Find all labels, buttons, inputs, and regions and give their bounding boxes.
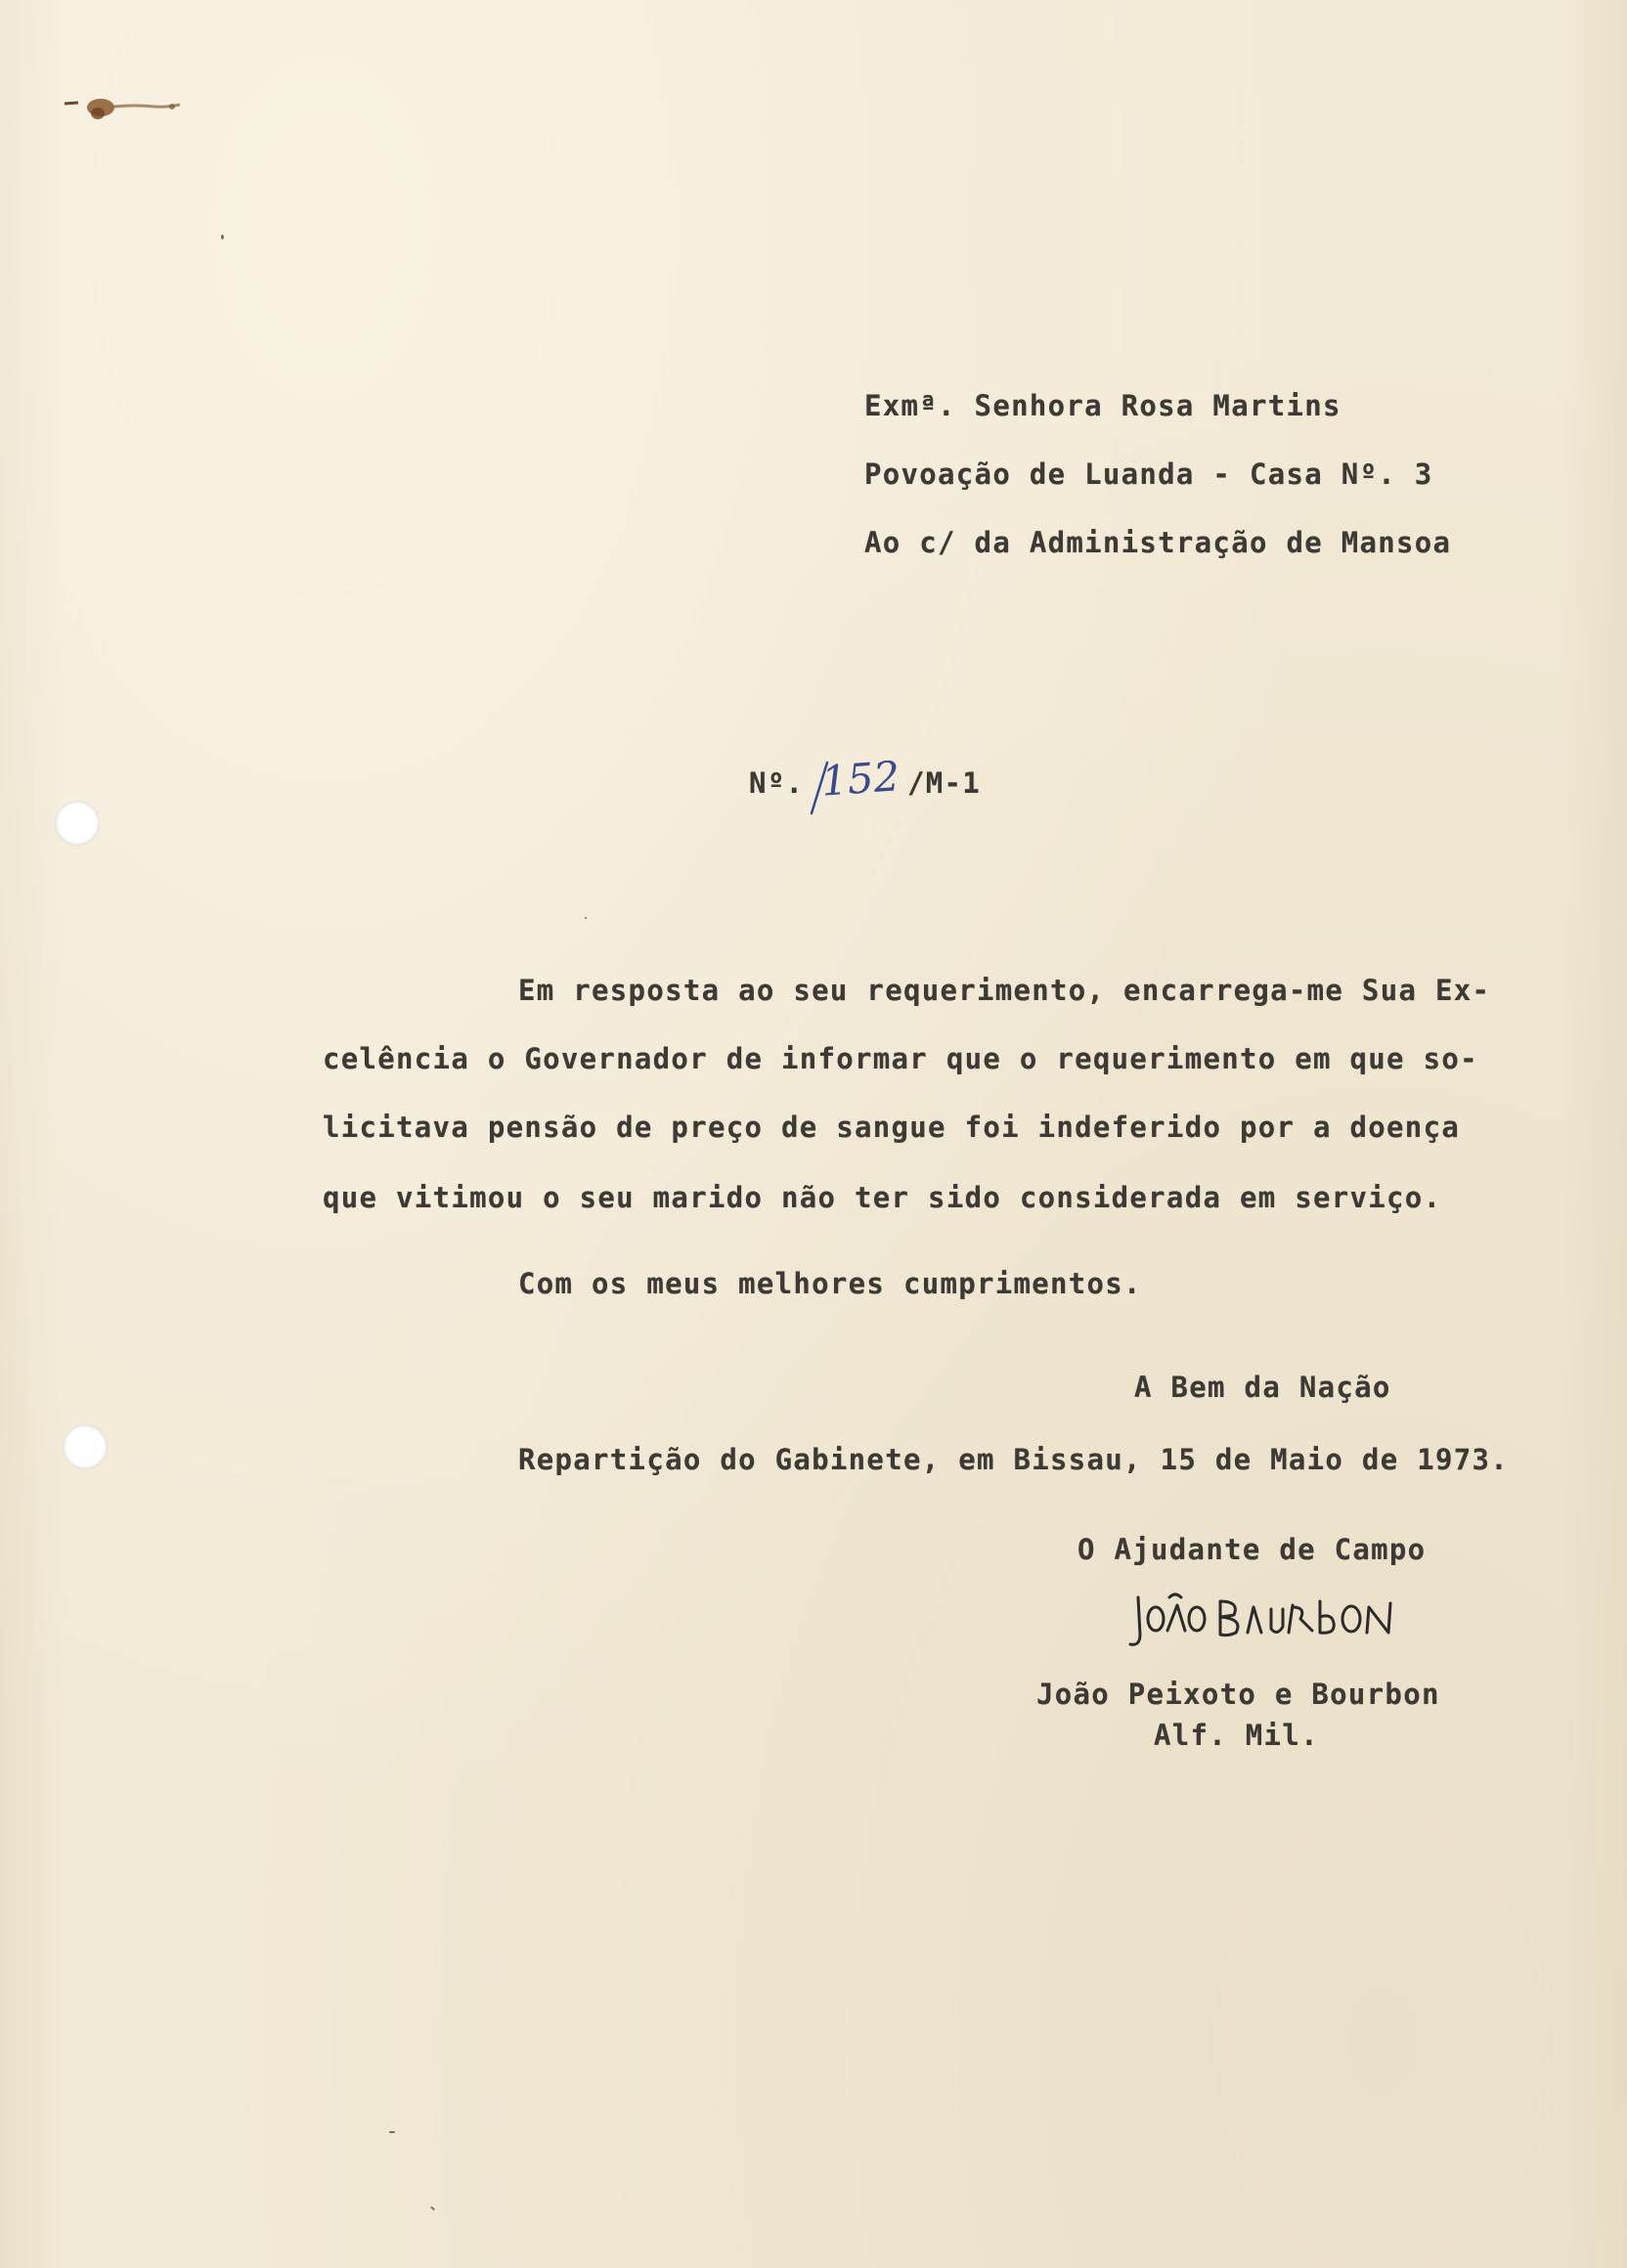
handwritten-reference-number: 152	[819, 752, 901, 806]
paper-speck	[585, 917, 587, 919]
address-line: Povoação de Luanda - Casa Nº. 3	[864, 458, 1433, 491]
handwritten-slash	[808, 759, 833, 817]
recipient-line: Exmª. Senhora Rosa Martins	[864, 389, 1341, 422]
care-of-line: Ao c/ da Administração de Mansoa	[864, 526, 1452, 559]
body-line-3: licitava pensão de preço de sangue foi indeferido por a doença	[323, 1111, 1461, 1144]
handwritten-signature	[1124, 1580, 1408, 1658]
body-line-4: que vitimou o seu marido não ter sido considerada em serviço.	[323, 1181, 1442, 1214]
reference-suffix: /M-1	[907, 766, 982, 800]
signer-name: João Peixoto e Bourbon	[1036, 1678, 1440, 1711]
signer-role: O Ajudante de Campo	[1077, 1533, 1427, 1566]
paper-speck	[221, 235, 224, 240]
closing-greeting: Com os meus melhores cumprimentos.	[518, 1267, 1142, 1300]
body-line-1: Em resposta ao seu requerimento, encarrega-me Sua Ex-	[518, 974, 1491, 1007]
punch-hole-bottom	[63, 1424, 108, 1469]
place-and-date: Repartição do Gabinete, em Bissau, 15 de Maio de 1973.	[518, 1443, 1510, 1476]
body-line-2: celência o Governador de informar que o requerimento em que so-	[323, 1042, 1478, 1075]
reference-prefix: Nº.	[749, 766, 805, 800]
signer-rank: Alf. Mil.	[1154, 1719, 1319, 1752]
motto: A Bem da Nação	[1134, 1371, 1391, 1404]
punch-hole-top	[55, 801, 100, 846]
paper-speck	[389, 2131, 395, 2133]
rust-stain	[57, 94, 194, 133]
paper-speck	[430, 2206, 435, 2211]
